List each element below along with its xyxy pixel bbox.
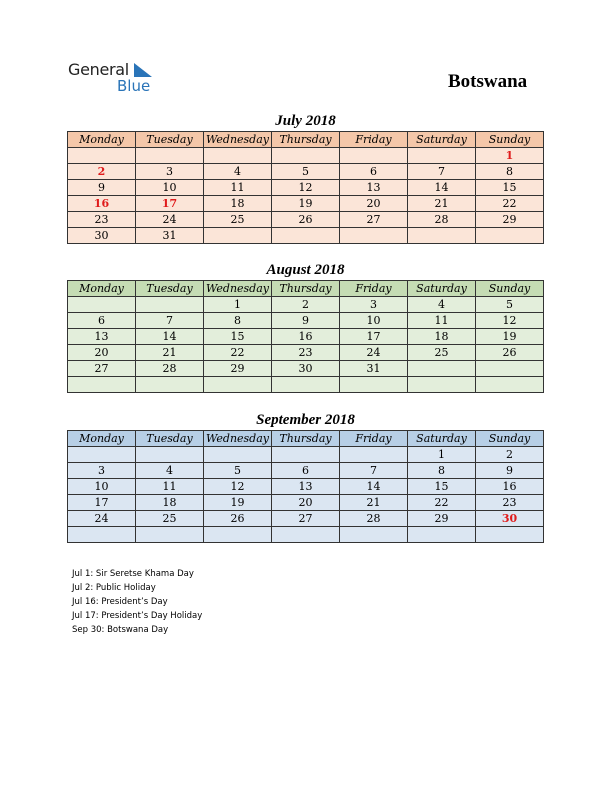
- day-cell: 29: [204, 361, 272, 377]
- day-cell: 15: [408, 479, 476, 495]
- day-cell: 9: [476, 463, 544, 479]
- day-cell: 28: [136, 361, 204, 377]
- day-cell: 23: [476, 495, 544, 511]
- day-cell: [68, 527, 136, 543]
- weekday-header: Friday: [340, 431, 408, 447]
- day-cell: [136, 377, 204, 393]
- day-cell: 23: [68, 212, 136, 228]
- day-cell: [272, 447, 340, 463]
- day-cell: 14: [136, 329, 204, 345]
- weekday-header: Monday: [68, 281, 136, 297]
- holiday-note: Jul 16: President’s Day: [72, 597, 168, 607]
- week-row: [68, 228, 544, 244]
- month-title: August 2018: [266, 262, 345, 278]
- day-cell: 20: [340, 196, 408, 212]
- day-cell: 14: [408, 180, 476, 196]
- day-cell: 17: [340, 329, 408, 345]
- day-cell: 17: [136, 196, 204, 212]
- weekday-header: Saturday: [408, 431, 476, 447]
- day-cell: 25: [204, 212, 272, 228]
- week-row: [68, 361, 544, 377]
- day-cell: 6: [68, 313, 136, 329]
- day-cell: 9: [272, 313, 340, 329]
- day-cell: 16: [272, 329, 340, 345]
- day-cell: 14: [340, 479, 408, 495]
- day-cell: [272, 377, 340, 393]
- day-cell: 26: [204, 511, 272, 527]
- day-cell: 21: [136, 345, 204, 361]
- week-row: [68, 479, 544, 495]
- weekday-header: Thursday: [272, 281, 340, 297]
- weekday-header: Tuesday: [136, 281, 204, 297]
- holiday-note: Sep 30: Botswana Day: [72, 625, 169, 635]
- country-title: Botswana: [448, 71, 528, 92]
- day-cell: 30: [272, 361, 340, 377]
- day-cell: [136, 527, 204, 543]
- day-cell: 13: [272, 479, 340, 495]
- day-cell: 12: [272, 180, 340, 196]
- day-cell: 27: [340, 212, 408, 228]
- logo-flag-icon: [134, 63, 152, 77]
- day-cell: 11: [204, 180, 272, 196]
- day-cell: [136, 447, 204, 463]
- weekday-header: Tuesday: [136, 431, 204, 447]
- day-cell: 22: [408, 495, 476, 511]
- day-cell: 1: [476, 148, 544, 164]
- week-row: [68, 463, 544, 479]
- week-row: [68, 511, 544, 527]
- day-cell: 19: [272, 196, 340, 212]
- day-cell: 19: [204, 495, 272, 511]
- day-cell: 17: [68, 495, 136, 511]
- day-cell: [340, 228, 408, 244]
- weekday-header: Thursday: [272, 132, 340, 148]
- day-cell: 18: [408, 329, 476, 345]
- day-cell: 4: [136, 463, 204, 479]
- day-cell: [476, 377, 544, 393]
- weekday-header-row: [68, 132, 544, 148]
- weekday-header: Friday: [340, 281, 408, 297]
- day-cell: 19: [476, 329, 544, 345]
- day-cell: 22: [476, 196, 544, 212]
- day-cell: [272, 148, 340, 164]
- day-cell: [68, 148, 136, 164]
- day-cell: 20: [68, 345, 136, 361]
- day-cell: 27: [68, 361, 136, 377]
- weekday-header: Wednesday: [204, 132, 272, 148]
- week-row: [68, 527, 544, 543]
- day-cell: 8: [476, 164, 544, 180]
- day-cell: 23: [272, 345, 340, 361]
- day-cell: 2: [272, 297, 340, 313]
- day-cell: [340, 148, 408, 164]
- day-cell: [272, 228, 340, 244]
- day-cell: 12: [204, 479, 272, 495]
- day-cell: 11: [408, 313, 476, 329]
- weekday-header: Monday: [68, 431, 136, 447]
- weekday-header: Sunday: [476, 132, 544, 148]
- day-cell: 28: [408, 212, 476, 228]
- month-title: July 2018: [275, 113, 336, 129]
- day-cell: 5: [476, 297, 544, 313]
- week-row: [68, 164, 544, 180]
- calendar-table: [67, 131, 544, 244]
- day-cell: 5: [272, 164, 340, 180]
- week-row: [68, 180, 544, 196]
- logo-general-text: General: [68, 60, 129, 79]
- day-cell: 31: [136, 228, 204, 244]
- calendar-table: [67, 430, 544, 543]
- month-september: [67, 411, 544, 543]
- day-cell: 6: [272, 463, 340, 479]
- weekday-header: Wednesday: [204, 431, 272, 447]
- day-cell: 4: [408, 297, 476, 313]
- day-cell: [408, 377, 476, 393]
- day-cell: 13: [340, 180, 408, 196]
- month-august: [67, 261, 544, 393]
- week-row: [68, 447, 544, 463]
- day-cell: 29: [476, 212, 544, 228]
- day-cell: 18: [204, 196, 272, 212]
- day-cell: 28: [340, 511, 408, 527]
- day-cell: [476, 361, 544, 377]
- weekday-header: Saturday: [408, 132, 476, 148]
- day-cell: 24: [68, 511, 136, 527]
- day-cell: 2: [68, 164, 136, 180]
- day-cell: [340, 377, 408, 393]
- day-cell: 16: [476, 479, 544, 495]
- day-cell: 30: [68, 228, 136, 244]
- day-cell: 16: [68, 196, 136, 212]
- day-cell: [476, 228, 544, 244]
- week-row: [68, 329, 544, 345]
- day-cell: 15: [476, 180, 544, 196]
- day-cell: 21: [408, 196, 476, 212]
- weekday-header: Saturday: [408, 281, 476, 297]
- weekday-header-row: [68, 431, 544, 447]
- day-cell: 25: [408, 345, 476, 361]
- logo-blue-text: Blue: [117, 77, 151, 95]
- day-cell: [68, 447, 136, 463]
- day-cell: [204, 377, 272, 393]
- day-cell: [204, 148, 272, 164]
- day-cell: [204, 527, 272, 543]
- weekday-header: Thursday: [272, 431, 340, 447]
- day-cell: 11: [136, 479, 204, 495]
- day-cell: 3: [136, 164, 204, 180]
- day-cell: 24: [136, 212, 204, 228]
- day-cell: 27: [272, 511, 340, 527]
- day-cell: 24: [340, 345, 408, 361]
- month-july: [67, 112, 544, 244]
- day-cell: 9: [68, 180, 136, 196]
- day-cell: 20: [272, 495, 340, 511]
- weekday-header: Tuesday: [136, 132, 204, 148]
- day-cell: [136, 148, 204, 164]
- day-cell: 6: [340, 164, 408, 180]
- day-cell: 4: [204, 164, 272, 180]
- day-cell: 13: [68, 329, 136, 345]
- day-cell: 29: [408, 511, 476, 527]
- day-cell: 10: [136, 180, 204, 196]
- week-row: [68, 196, 544, 212]
- weekday-header: Friday: [340, 132, 408, 148]
- day-cell: [408, 361, 476, 377]
- day-cell: 2: [476, 447, 544, 463]
- day-cell: [408, 148, 476, 164]
- holiday-note: Jul 2: Public Holiday: [72, 583, 156, 593]
- week-row: [68, 297, 544, 313]
- day-cell: 12: [476, 313, 544, 329]
- day-cell: [408, 527, 476, 543]
- day-cell: 5: [204, 463, 272, 479]
- week-row: [68, 212, 544, 228]
- day-cell: 30: [476, 511, 544, 527]
- day-cell: 26: [272, 212, 340, 228]
- week-row: [68, 148, 544, 164]
- day-cell: 7: [408, 164, 476, 180]
- day-cell: 25: [136, 511, 204, 527]
- day-cell: [340, 447, 408, 463]
- day-cell: 7: [136, 313, 204, 329]
- day-cell: 3: [340, 297, 408, 313]
- day-cell: 7: [340, 463, 408, 479]
- day-cell: 1: [204, 297, 272, 313]
- day-cell: 3: [68, 463, 136, 479]
- week-row: [68, 313, 544, 329]
- weekday-header: Monday: [68, 132, 136, 148]
- logo: [68, 60, 168, 96]
- day-cell: 10: [68, 479, 136, 495]
- day-cell: 18: [136, 495, 204, 511]
- weekday-header: Sunday: [476, 281, 544, 297]
- weekday-header-row: [68, 281, 544, 297]
- holiday-note: Jul 17: President’s Day Holiday: [72, 611, 203, 621]
- day-cell: [204, 447, 272, 463]
- day-cell: [476, 527, 544, 543]
- day-cell: 10: [340, 313, 408, 329]
- day-cell: 21: [340, 495, 408, 511]
- day-cell: [68, 377, 136, 393]
- day-cell: 22: [204, 345, 272, 361]
- day-cell: 1: [408, 447, 476, 463]
- week-row: [68, 495, 544, 511]
- weekday-header: Sunday: [476, 431, 544, 447]
- day-cell: [136, 297, 204, 313]
- day-cell: [68, 297, 136, 313]
- day-cell: 26: [476, 345, 544, 361]
- day-cell: [204, 228, 272, 244]
- holiday-notes: [72, 567, 202, 637]
- week-row: [68, 345, 544, 361]
- weekday-header: Wednesday: [204, 281, 272, 297]
- day-cell: 31: [340, 361, 408, 377]
- holiday-note: Jul 1: Sir Seretse Khama Day: [72, 569, 194, 579]
- day-cell: [272, 527, 340, 543]
- day-cell: 15: [204, 329, 272, 345]
- calendar-table: [67, 280, 544, 393]
- day-cell: 8: [204, 313, 272, 329]
- month-title: September 2018: [256, 412, 355, 428]
- day-cell: [408, 228, 476, 244]
- week-row: [68, 377, 544, 393]
- day-cell: [340, 527, 408, 543]
- day-cell: 8: [408, 463, 476, 479]
